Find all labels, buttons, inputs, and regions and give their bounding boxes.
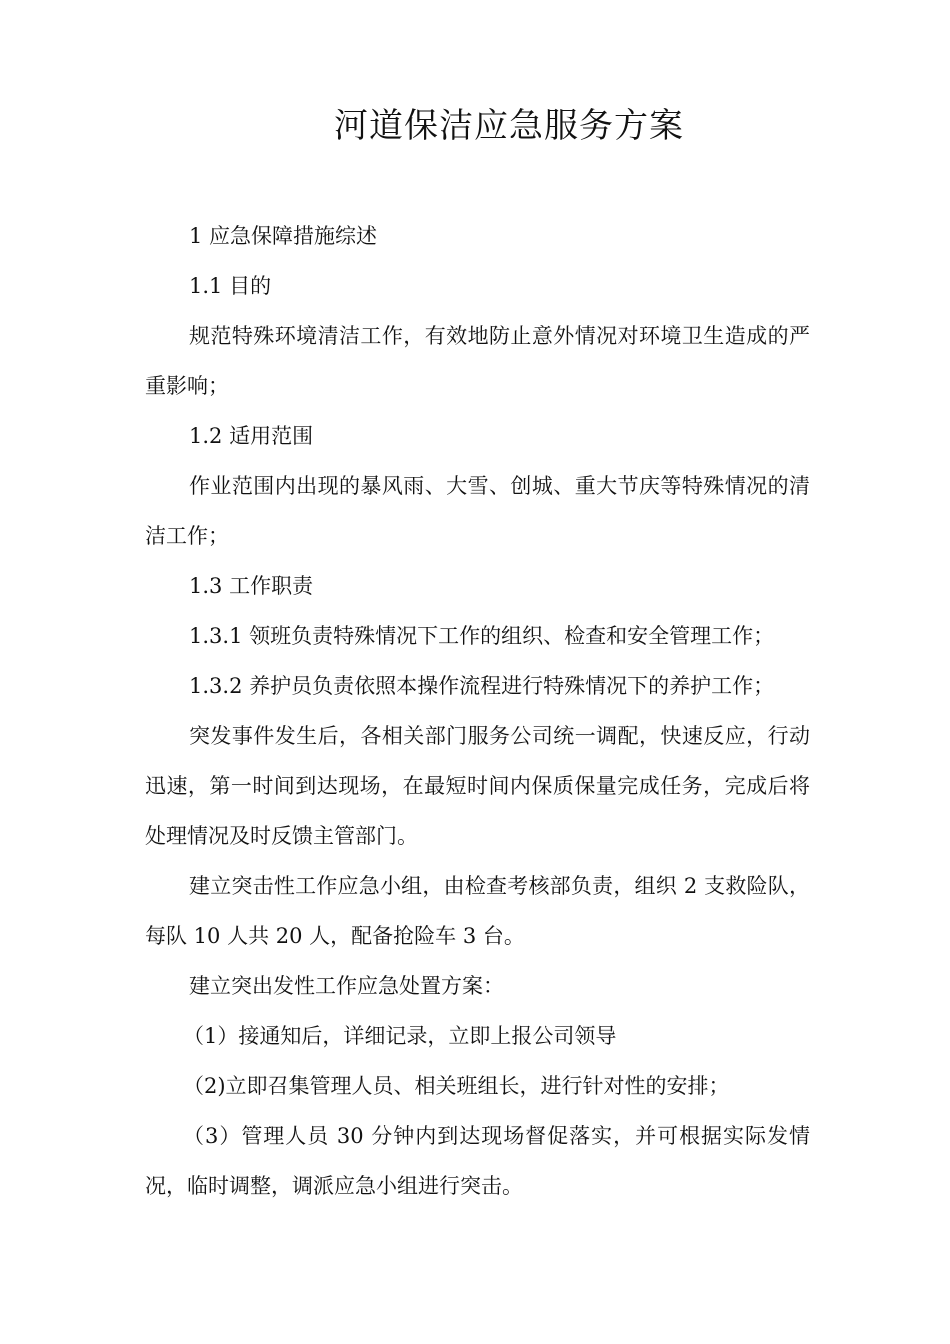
responsibility-item: 1.3.1 领班负责特殊情况下工作的组织、检查和安全管理工作； [189, 624, 775, 648]
subsection-heading: 1.1 目的 [189, 274, 272, 298]
document-title: 河道保洁应急服务方案 [334, 106, 684, 146]
section-heading: 1 应急保障措施综述 [189, 224, 378, 248]
list-item: （2)立即召集管理人员、相关班组长，进行针对性的安排； [183, 1074, 730, 1098]
list-item: （3）管理人员 30 分钟内到达现场督促落实，并可根据实际发情况，临时调整，调派应急小组进行突击。 [145, 1124, 810, 1198]
body-paragraph: 规范特殊环境清洁工作，有效地防止意外情况对环境卫生造成的严重影响； [145, 324, 810, 398]
subsection-heading: 1.2 适用范围 [189, 424, 314, 448]
subsection-heading: 1.3 工作职责 [189, 574, 314, 598]
list-item: （1）接通知后，详细记录，立即上报公司领导 [183, 1024, 617, 1048]
body-paragraph: 突发事件发生后，各相关部门服务公司统一调配，快速反应，行动迅速，第一时间到达现场，在最短时间内保质保量完成任务，完成后将处理情况及时反馈主管部门。 [145, 724, 810, 848]
body-paragraph: 作业范围内出现的暴风雨、大雪、创城、重大节庆等特殊情况的清洁工作； [145, 474, 810, 548]
body-paragraph: 建立突出发性工作应急处置方案： [189, 974, 504, 998]
responsibility-item: 1.3.2 养护员负责依照本操作流程进行特殊情况下的养护工作； [189, 674, 775, 698]
body-paragraph: 建立突击性工作应急小组，由检查考核部负责，组织 2 支救险队，每队 10 人共 20 人，配备抢险车 3 台。 [145, 874, 810, 948]
document-body [145, 211, 810, 1211]
